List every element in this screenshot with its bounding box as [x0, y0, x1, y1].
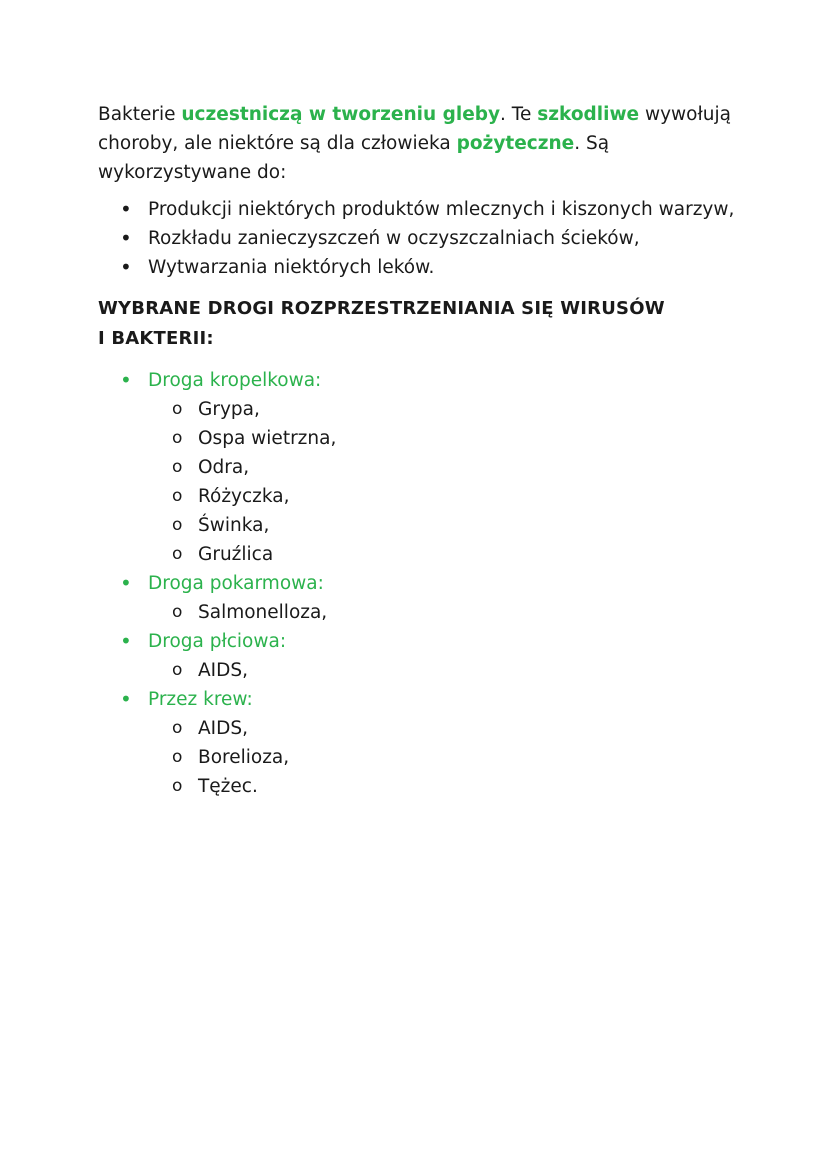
- intro-text: . Te: [500, 104, 538, 125]
- route-label: • Przez krew:: [98, 685, 738, 714]
- disease-list: [98, 656, 738, 685]
- heading-line: I BAKTERII:: [98, 328, 214, 349]
- disease-item: o Tężec.: [98, 772, 738, 801]
- disease-item: o Różyczka,: [98, 482, 738, 511]
- uses-list: [98, 195, 738, 282]
- disease-item: o Gruźlica: [98, 540, 738, 569]
- route-label: • Droga pokarmowa:: [98, 569, 738, 598]
- routes-list: [98, 366, 738, 801]
- disease-item: o AIDS,: [98, 714, 738, 743]
- disease-item: o Grypa,: [98, 395, 738, 424]
- disease-item: o Odra,: [98, 453, 738, 482]
- list-item: • Produkcji niektórych produktów mlecznych i kiszonych warzyw,: [98, 195, 738, 224]
- list-item: • Rozkładu zanieczyszczeń w oczyszczalniach ścieków,: [98, 224, 738, 253]
- route-item: [98, 627, 738, 685]
- route-label: • Droga kropelkowa:: [98, 366, 738, 395]
- disease-list: [98, 395, 738, 569]
- disease-item: o Salmonelloza,: [98, 598, 738, 627]
- heading-line: WYBRANE DROGI ROZPRZESTRZENIANIA SIĘ WIRUSÓW: [98, 298, 665, 319]
- section-heading: [98, 294, 738, 354]
- route-item: [98, 366, 738, 569]
- route-item: [98, 569, 738, 627]
- disease-item: o Borelioza,: [98, 743, 738, 772]
- disease-item: o AIDS,: [98, 656, 738, 685]
- intro-text: wywołują choroby, ale niektóre są dla człowieka: [98, 104, 731, 154]
- highlight-harmful: szkodliwe: [537, 104, 640, 125]
- disease-item: o Ospa wietrzna,: [98, 424, 738, 453]
- route-item: [98, 685, 738, 801]
- route-label: • Droga płciowa:: [98, 627, 738, 656]
- intro-text: Bakterie: [98, 104, 182, 125]
- disease-list: [98, 598, 738, 627]
- document-page: [98, 100, 738, 801]
- intro-text: . Są wykorzystywane do:: [98, 133, 610, 183]
- disease-list: [98, 714, 738, 801]
- intro-paragraph: [98, 100, 738, 187]
- disease-item: o Świnka,: [98, 511, 738, 540]
- highlight-soil: uczestniczą w tworzeniu gleby: [181, 104, 501, 125]
- highlight-useful: pożyteczne: [456, 133, 575, 154]
- list-item: • Wytwarzania niektórych leków.: [98, 253, 738, 282]
